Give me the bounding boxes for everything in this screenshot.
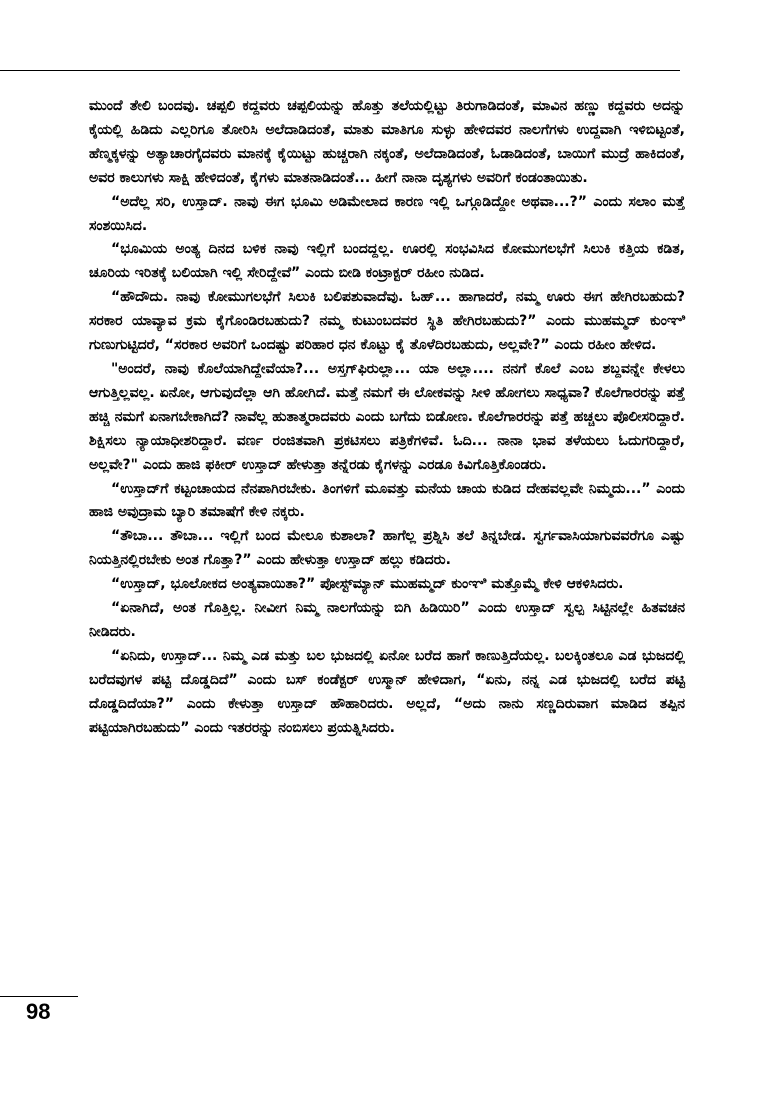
page-number: 98	[26, 999, 51, 1024]
paragraph-5: "ಅಂದರೆ, ನಾವು ಕೊಲೆಯಾಗಿದ್ದೇವೆಯಾ?... ಅಸ್ತಗ್‌ಫಿರುಲ್ಲಾ... ಯಾ ಅಲ್ಲಾ.... ನನಗೆ ಕೊಲೆ ಎಂಬ ಶಬ್ದವನ್ನೇ ಕೇಳಲು ಆಗುತ್ತಿಲ್ಲವಲ್ಲ. ಏನೋ, ಆಗುವುದೆಲ್ಲಾ ಆಗಿ ಹೋಗಿದೆ. ಮತ್ತೆ ನಮಗೆ ಈ ಲೋಕವನ್ನು ಸೀಳಿ ಹೋಗಲು ಸಾಧ್ಯವಾ? ಕೊಲೆಗಾರರನ್ನು ಪತ್ತೆ ಹಚ್ಚಿ ನಮಗೆ ಏನಾಗಬೇಕಾಗಿದೆ? ನಾವೆಲ್ಲ ಹುತಾತ್ಮರಾದವರು ಎಂದು ಬಗೆದು ಬಿಡೋಣ. ಕೊಲೆಗಾರರನ್ನು ಪತ್ತೆ ಹಚ್ಚಲು ಪೊಲೀಸರಿದ್ದಾರೆ. ಶಿಕ್ಷಿಸಲು ನ್ಯಾಯಾಧೀಶರಿದ್ದಾರೆ. ವರ್ಣ ರಂಜಿತವಾಗಿ ಪ್ರಕಟಿಸಲು ಪತ್ರಿಕೆಗಳಿವೆ. ಓದಿ... ನಾನಾ ಭಾವ ತಳೆಯಲು ಓದುಗರಿದ್ದಾರೆ, ಅಲ್ಲವೇ?" ಎಂದು ಹಾಜಿ ಫಕೀರ್ ಉಸ್ತಾದ್ ಹೇಳುತ್ತಾ ತನ್ನೆರಡು ಕೈಗಳನ್ನು ಎರಡೂ ಕಿವಿಗೊತ್ತಿಕೊಂಡರು.	[89, 360, 685, 473]
page-body	[89, 95, 685, 740]
header-rule	[0, 70, 680, 71]
paragraph-7: “ತೌಬಾ... ತೌಬಾ... ಇಲ್ಲಿಗೆ ಬಂದ ಮೇಲೂ ಕುಶಾಲಾ? ಹಾಗೆಲ್ಲ ಪ್ರಶ್ನಿಸಿ ತಲೆ ತಿನ್ನಬೇಡ. ಸ್ವರ್ಗವಾಸಿಯಾಗುವವರೆಗೂ ಎಷ್ಟು ನಿಯತ್ತಿನಲ್ಲಿರಬೇಕು ಅಂತ ಗೊತ್ತಾ?” ಎಂದು ಹೇಳುತ್ತಾ ಉಸ್ತಾದ್ ಹಲ್ಲು ಕಡಿದರು.	[89, 528, 685, 569]
paragraph-1: ಮುಂದೆ ತೇಲಿ ಬಂದವು. ಚಪ್ಪಲಿ ಕದ್ದವರು ಚಪ್ಪಲಿಯನ್ನು ಹೊತ್ತು ತಲೆಯಲ್ಲಿಟ್ಟು ತಿರುಗಾಡಿದಂತೆ, ಮಾವಿನ ಹಣ್ಣು ಕದ್ದವರು ಅದನ್ನು ಕೈಯಲ್ಲಿ ಹಿಡಿದು ಎಲ್ಲರಿಗೂ ತೋರಿಸಿ ಅಲೆದಾಡಿದಂತೆ, ಮಾತು ಮಾತಿಗೂ ಸುಳ್ಳು ಹೇಳಿದವರ ನಾಲಗೆಗಳು ಉದ್ದವಾಗಿ ಇಳಿಬಿಟ್ಟಂತೆ, ಹೆಣ್ಮಕ್ಕಳನ್ನು ಅತ್ಯಾಚಾರಗೈದವರು ಮಾನಕ್ಕೆ ಕೈಯಿಟ್ಟು ಹುಚ್ಚರಾಗಿ ನಕ್ಕಂತೆ, ಅಲೆದಾಡಿದಂತೆ, ಓಡಾಡಿದಂತೆ, ಬಾಯಿಗೆ ಮುದ್ರೆ ಹಾಕಿದಂತೆ, ಅವರ ಕಾಲುಗಳು ಸಾಕ್ಷಿ ಹೇಳಿದಂತೆ, ಕೈಗಳು ಮಾತನಾಡಿದಂತೆ... ಹೀಗೆ ನಾನಾ ದೃಶ್ಯಗಳು ಅವರಿಗೆ ಕಂಡಂತಾಯಿತು.	[89, 98, 685, 186]
paragraph-8: “ಉಸ್ತಾದ್, ಭೂಲೋಕದ ಅಂತ್ಯವಾಯಿತಾ?” ಪೋಸ್ಟ್‌ಮ್ಯಾನ್ ಮುಹಮ್ಮದ್ ಕುಂಞಿ ಮತ್ತೊಮ್ಮೆ ಕೇಳಿ ಆಕಳಿಸಿದರು.	[111, 576, 624, 593]
footer-rule	[0, 996, 78, 997]
paragraph-6: “ಉಸ್ತಾದ್‌ಗೆ ಕಟ್ಟಂಚಾಯದ ನೆನಪಾಗಿರಬೇಕು. ತಿಂಗಳಿಗೆ ಮೂವತ್ತು ಮನೆಯ ಚಾಯ ಕುಡಿದ ದೇಹವಲ್ಲವೇ ನಿಮ್ಮದು...” ಎಂದು ಹಾಜಿ ಅವುದ್ರಾಮ ಬ್ಯಾರಿ ತಮಾಷೆಗೆ ಕೇಳಿ ನಕ್ಕರು.	[89, 480, 685, 521]
paragraph-3: “ಭೂಮಿಯ ಅಂತ್ಯ ದಿನದ ಬಳಿಕ ನಾವು ಇಲ್ಲಿಗೆ ಬಂದದ್ದಲ್ಲ. ಊರಲ್ಲಿ ಸಂಭವಿಸಿದ ಕೋಮುಗಲಭೆಗೆ ಸಿಲುಕಿ ಕತ್ತಿಯ ಕಡಿತ, ಚೂರಿಯ ಇರಿತಕ್ಕೆ ಬಲಿಯಾಗಿ ಇಲ್ಲಿ ಸೇರಿದ್ದೇವೆ” ಎಂದು ಬೀಡಿ ಕಂಟ್ರಾಕ್ಟರ್ ರಹೀಂ ನುಡಿದ.	[89, 241, 685, 282]
paragraph-9: “ಏನಾಗಿದೆ, ಅಂತ ಗೊತ್ತಿಲ್ಲ. ನೀವೀಗ ನಿಮ್ಮ ನಾಲಗೆಯನ್ನು ಬಿಗಿ ಹಿಡಿಯಿರಿ” ಎಂದು ಉಸ್ತಾದ್ ಸ್ವಲ್ಪ ಸಿಟ್ಟಿನಲ್ಲೇ ಹಿತವಚನ ನೀಡಿದರು.	[89, 600, 685, 640]
paragraph-10: “ಏನಿದು, ಉಸ್ತಾದ್... ನಿಮ್ಮ ಎಡ ಮತ್ತು ಬಲ ಭುಜದಲ್ಲಿ ಏನೋ ಬರೆದ ಹಾಗೆ ಕಾಣುತ್ತಿದೆಯಲ್ಲ. ಬಲಕ್ಕಿಂತಲೂ ಎಡ ಭುಜದಲ್ಲಿ ಬರೆದವುಗಳ ಪಟ್ಟಿ ದೊಡ್ಡದಿದೆ” ಎಂದು ಬಸ್ ಕಂಡೆಕ್ಟರ್ ಉಸ್ಮಾನ್ ಹೇಳಿದಾಗ, “ಏನು, ನನ್ನ ಎಡ ಭುಜದಲ್ಲಿ ಬರೆದ ಪಟ್ಟಿ ದೊಡ್ಡದಿದೆಯಾ?” ಎಂದು ಕೇಳುತ್ತಾ ಉಸ್ತಾದ್ ಹೌಹಾರಿದರು. ಅಲ್ಲದೆ, “ಅದು ನಾನು ಸಣ್ಣದಿರುವಾಗ ಮಾಡಿದ ತಪ್ಪಿನ ಪಟ್ಟಿಯಾಗಿರಬಹುದು” ಎಂದು ಇತರರನ್ನು ನಂಬಿಸಲು ಪ್ರಯತ್ನಿಸಿದರು.	[89, 647, 685, 736]
paragraph-2: “ಅದೆಲ್ಲ ಸರಿ, ಉಸ್ತಾದ್. ನಾವು ಈಗ ಭೂಮಿ ಅಡಿಮೇಲಾದ ಕಾರಣ ಇಲ್ಲಿ ಒಗ್ಗೂಡಿದ್ದೋ ಅಥವಾ...?” ಎಂದು ಸಲಾಂ ಮತ್ತೆ ಸಂಶಯಿಸಿದ.	[89, 193, 685, 234]
paragraph-4: “ಹೌದೌದು. ನಾವು ಕೋಮುಗಲಭೆಗೆ ಸಿಲುಕಿ ಬಲಿಪಶುವಾದೆವು. ಓಹ್... ಹಾಗಾದರೆ, ನಮ್ಮ ಊರು ಈಗ ಹೇಗಿರಬಹುದು? ಸರಕಾರ ಯಾವ್ಯಾವ ಕ್ರಮ ಕೈಗೊಂಡಿರಬಹುದು? ನಮ್ಮ ಕುಟುಂಬದವರ ಸ್ಥಿತಿ ಹೇಗಿರಬಹುದು?” ಎಂದು ಮುಹಮ್ಮದ್ ಕುಂಞಿ ಗುಣುಗುಟ್ಟಿದರೆ, “ಸರಕಾರ ಅವರಿಗೆ ಒಂದಷ್ಟು ಪರಿಹಾರ ಧನ ಕೊಟ್ಟು ಕೈ ತೊಳೆದಿರಬಹುದು, ಅಲ್ಲವೇ?” ಎಂದು ರಹೀಂ ಹೇಳಿದ.	[89, 289, 685, 354]
